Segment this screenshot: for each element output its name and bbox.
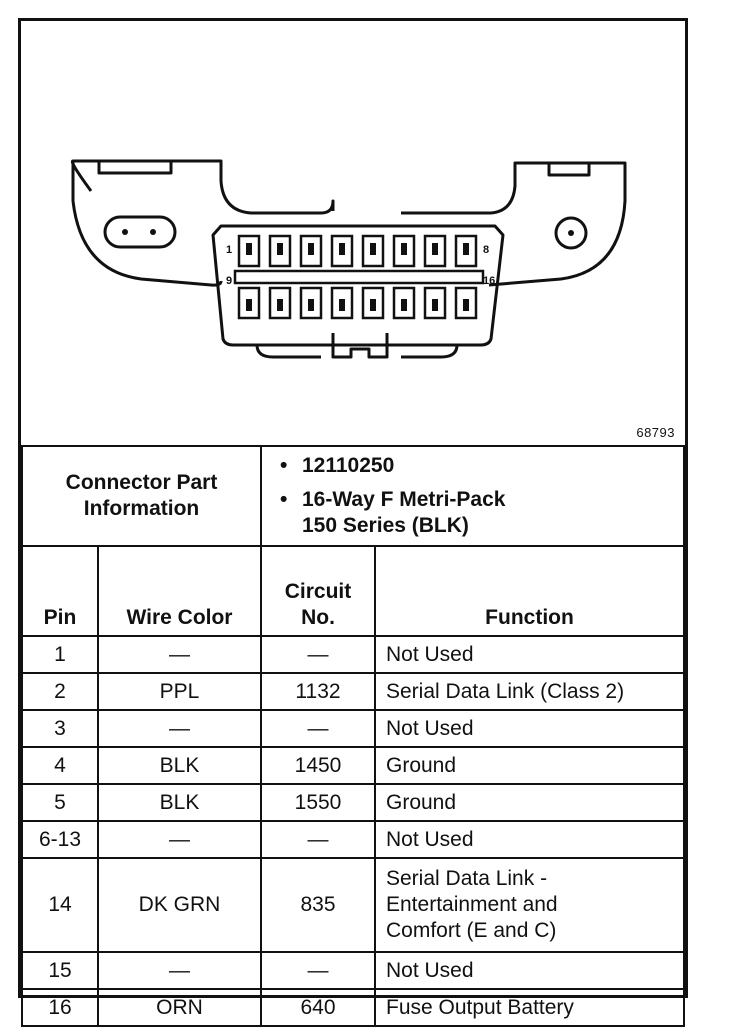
- table-row: [22, 989, 684, 1026]
- wire-color-cell: DK GRN: [98, 858, 261, 952]
- table-row: [22, 952, 684, 989]
- pin-cell: 2: [22, 673, 98, 710]
- col-header-pin: Pin: [22, 546, 98, 636]
- center-divider: [235, 271, 483, 283]
- function-cell: Not Used: [375, 821, 684, 858]
- function-cell: Not Used: [375, 636, 684, 673]
- figure-number: 68793: [636, 425, 675, 440]
- function-cell: Not Used: [375, 710, 684, 747]
- right-top-tab: [549, 163, 589, 175]
- circuit-cell: —: [261, 821, 375, 858]
- table-row: [22, 747, 684, 784]
- pin-cell: 15: [22, 952, 98, 989]
- table-row: [22, 821, 684, 858]
- wire-color-cell: BLK: [98, 747, 261, 784]
- pins-top-contacts: [246, 243, 469, 255]
- circuit-cell: 1550: [261, 784, 375, 821]
- circuit-cell: 1132: [261, 673, 375, 710]
- function-cell: Ground: [375, 747, 684, 784]
- circuit-cell: 835: [261, 858, 375, 952]
- wire-color-cell: —: [98, 710, 261, 747]
- function-cell: Not Used: [375, 952, 684, 989]
- wire-color-cell: BLK: [98, 784, 261, 821]
- circuit-cell: 640: [261, 989, 375, 1026]
- table-row: [22, 858, 684, 952]
- left-mount-oval: [105, 217, 175, 247]
- circuit-cell: 1450: [261, 747, 375, 784]
- pin-cell: 5: [22, 784, 98, 821]
- circuit-cell: —: [261, 636, 375, 673]
- table-row: [22, 784, 684, 821]
- part-number: • 12110250: [280, 454, 395, 477]
- function-cell: Serial Data Link (Class 2): [375, 673, 684, 710]
- part-description: • 16-Way F Metri-Pack: [280, 488, 506, 511]
- column-header-row: [22, 546, 684, 636]
- lower-lip: [257, 345, 457, 357]
- wire-color-cell: PPL: [98, 673, 261, 710]
- wire-color-cell: —: [98, 821, 261, 858]
- table-row: [22, 636, 684, 673]
- pin-label-16: 16: [483, 275, 496, 287]
- col-header-circuit: Circuit No.: [261, 546, 375, 636]
- diagram-frame: [18, 18, 688, 1019]
- circuit-cell: —: [261, 710, 375, 747]
- function-cell: Fuse Output Battery: [375, 989, 684, 1026]
- col-header-function: Function: [375, 546, 684, 636]
- part-description-line2: 150 Series (BLK): [302, 514, 469, 537]
- part-info-row: [22, 446, 684, 546]
- pins-bottom-contacts: [246, 299, 469, 311]
- pins-bottom-row: [239, 288, 476, 318]
- pin-cell: 14: [22, 858, 98, 952]
- table-row: [22, 710, 684, 747]
- pin-label-8: 8: [483, 244, 490, 256]
- connector-illustration: [21, 21, 685, 447]
- table-row: [22, 673, 684, 710]
- pins-top-row: [239, 236, 476, 266]
- col-header-wire-color: Wire Color: [98, 546, 261, 636]
- pin-cell: 3: [22, 710, 98, 747]
- pin-label-1: 1: [226, 244, 233, 256]
- part-info-label: Connector Part Information: [22, 446, 261, 546]
- pin-cell: 4: [22, 747, 98, 784]
- wire-color-cell: ORN: [98, 989, 261, 1026]
- wire-color-cell: —: [98, 636, 261, 673]
- function-cell: Serial Data Link - Entertainment and Comfort (E and C): [375, 858, 684, 952]
- pin-label-9: 9: [226, 275, 233, 287]
- pin-cell: 1: [22, 636, 98, 673]
- pin-cell: 6-13: [22, 821, 98, 858]
- circuit-cell: —: [261, 952, 375, 989]
- wire-color-cell: —: [98, 952, 261, 989]
- left-top-tab: [99, 161, 171, 173]
- part-info-details: [261, 446, 684, 546]
- pinout-table: [21, 445, 685, 1027]
- function-cell: Ground: [375, 784, 684, 821]
- pin-cell: 16: [22, 989, 98, 1026]
